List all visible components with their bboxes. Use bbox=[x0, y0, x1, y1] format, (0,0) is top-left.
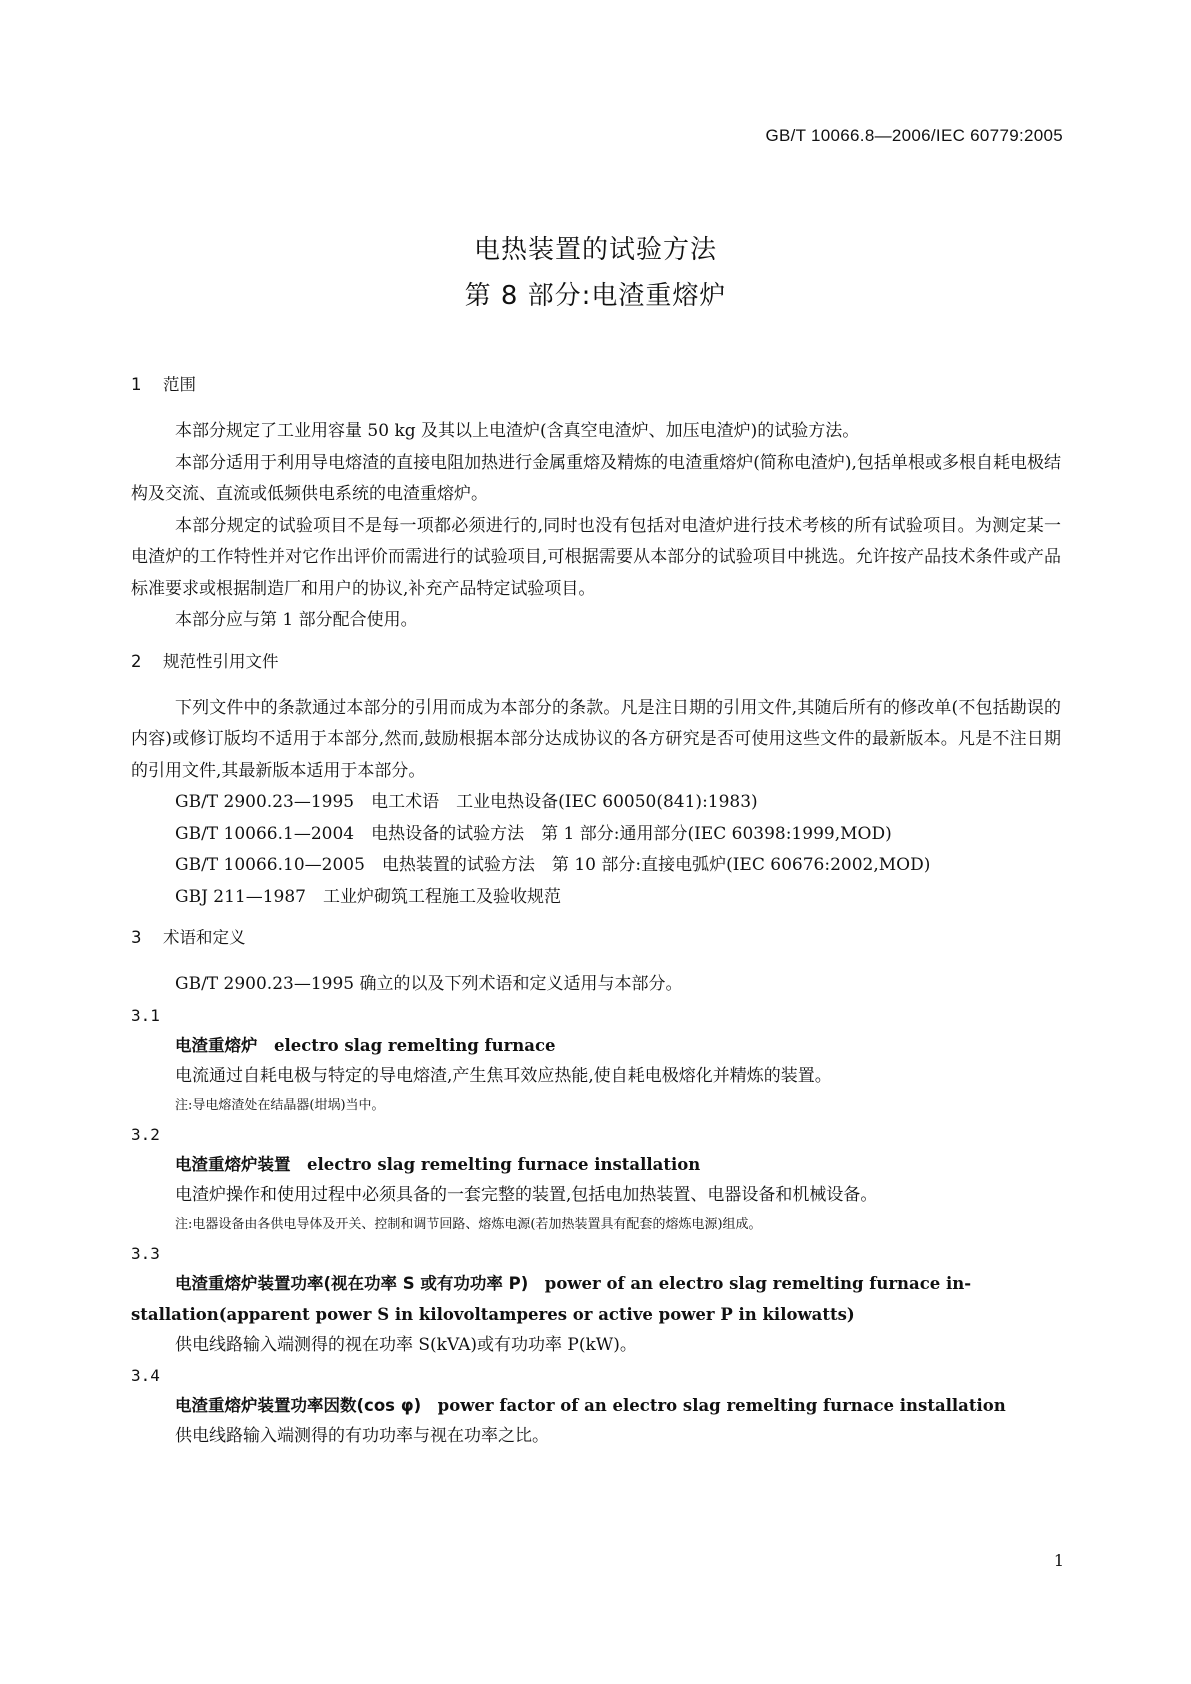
page-number: 1 bbox=[1053, 1551, 1064, 1570]
term-note: 注:导电熔渣处在结晶器(坩埚)当中。 bbox=[175, 1097, 385, 1113]
section-title: 范围 bbox=[163, 375, 196, 394]
term-en: electro slag remelting furnace bbox=[274, 1035, 556, 1055]
term-note: 注:电器设备由各供电导体及开关、控制和调节回路、熔炼电源(若加热装置具有配套的熔炼电源)组成。 bbox=[175, 1216, 762, 1232]
reference-item: GBJ 211—1987 工业炉砌筑工程施工及验收规范 bbox=[175, 886, 562, 907]
term-number: 3.1 bbox=[131, 1005, 160, 1025]
term-definition: 电渣炉操作和使用过程中必须具备的一套完整的装置,包括电加热装置、电器设备和机械设备。 bbox=[175, 1184, 878, 1205]
term-zh: 电渣重熔炉 bbox=[175, 1035, 258, 1055]
document-subtitle: 第 8 部分:电渣重熔炉 bbox=[464, 281, 727, 311]
term-heading bbox=[131, 1149, 1061, 1180]
term-number: 3.2 bbox=[131, 1124, 160, 1144]
section-heading-scope bbox=[131, 372, 1061, 398]
section-number: 3 bbox=[131, 928, 142, 947]
term-heading-continued: stallation(apparent power S in kilovoltamperes or active power P in kilowatts) bbox=[131, 1304, 855, 1324]
section-title: 规范性引用文件 bbox=[163, 651, 279, 671]
term-number: 3.3 bbox=[131, 1243, 160, 1263]
term-en: power of an electro slag remelting furnace in- bbox=[544, 1273, 972, 1293]
section-number: 1 bbox=[131, 375, 142, 394]
reference-item: GB/T 10066.10—2005 电热装置的试验方法 第 10 部分:直接电弧炉(IEC 60676:2002,MOD) bbox=[175, 855, 931, 875]
section-heading-terms bbox=[131, 925, 1061, 951]
term-definition: 供电线路输入端测得的视在功率 S(kVA)或有功功率 P(kW)。 bbox=[175, 1334, 637, 1355]
term-heading bbox=[131, 1390, 1061, 1421]
section-heading-normative-references bbox=[131, 649, 1061, 675]
paragraph: 本部分规定的试验项目不是每一项都必须进行的,同时也没有包括对电渣炉进行技术考核的所有试验项目。为测定某一电渣炉的工作特性并对它作出评价而需进行的试验项目,可根据需要从本部分的试验项目中挑选。允许按产品技术条件或产品标准要求或根据制造厂和用户的协议,补充产品特定试验项目。 bbox=[131, 515, 1061, 599]
document-body bbox=[131, 372, 1061, 1452]
paragraph: 本部分适用于利用导电熔渣的直接电阻加热进行金属重熔及精炼的电渣重熔炉(简称电渣炉),包括单根或多根自耗电极结构及交流、直流或低频供电系统的电渣重熔炉。 bbox=[131, 452, 1061, 504]
term-zh: 电渣重熔炉装置功率(视在功率 S 或有功功率 P) bbox=[175, 1273, 529, 1293]
section-number: 2 bbox=[131, 651, 142, 671]
reference-item: GB/T 10066.1—2004 电热设备的试验方法 第 1 部分:通用部分(IEC 60398:1999,MOD) bbox=[175, 823, 892, 844]
term-heading bbox=[131, 1268, 1061, 1299]
term-zh: 电渣重熔炉装置 bbox=[175, 1154, 291, 1174]
paragraph: GB/T 2900.23—1995 确立的以及下列术语和定义适用与本部分。 bbox=[175, 974, 683, 994]
term-definition: 电流通过自耗电极与特定的导电熔渣,产生焦耳效应热能,使自耗电极熔化并精炼的装置。 bbox=[175, 1065, 832, 1086]
term-definition: 供电线路输入端测得的有功功率与视在功率之比。 bbox=[175, 1425, 549, 1446]
section-title: 术语和定义 bbox=[163, 928, 246, 947]
term-en: electro slag remelting furnace installation bbox=[307, 1154, 701, 1174]
paragraph: 本部分应与第 1 部分配合使用。 bbox=[175, 610, 418, 630]
paragraph: 本部分规定了工业用容量 50 kg 及其以上电渣炉(含真空电渣炉、加压电渣炉)的试验方法。 bbox=[175, 421, 860, 441]
paragraph: 下列文件中的条款通过本部分的引用而成为本部分的条款。凡是注日期的引用文件,其随后所有的修改单(不包括勘误的内容)或修订版均不适用于本部分,然而,鼓励根据本部分达成协议的各方研究是否可使用这些文件的最新版本。凡是不注日期的引用文件,其最新版本适用于本部分。 bbox=[131, 697, 1061, 781]
term-en: power factor of an electro slag remelting furnace installation bbox=[437, 1395, 1006, 1415]
term-heading bbox=[131, 1030, 1061, 1061]
term-number: 3.4 bbox=[131, 1365, 160, 1385]
standard-code: GB/T 10066.8—2006/IEC 60779:2005 bbox=[765, 126, 1063, 145]
document-title: 电热装置的试验方法 bbox=[473, 235, 717, 265]
term-zh: 电渣重熔炉装置功率因数(cos φ) bbox=[175, 1395, 422, 1415]
reference-item: GB/T 2900.23—1995 电工术语 工业电热设备(IEC 60050(841):1983) bbox=[175, 792, 758, 812]
